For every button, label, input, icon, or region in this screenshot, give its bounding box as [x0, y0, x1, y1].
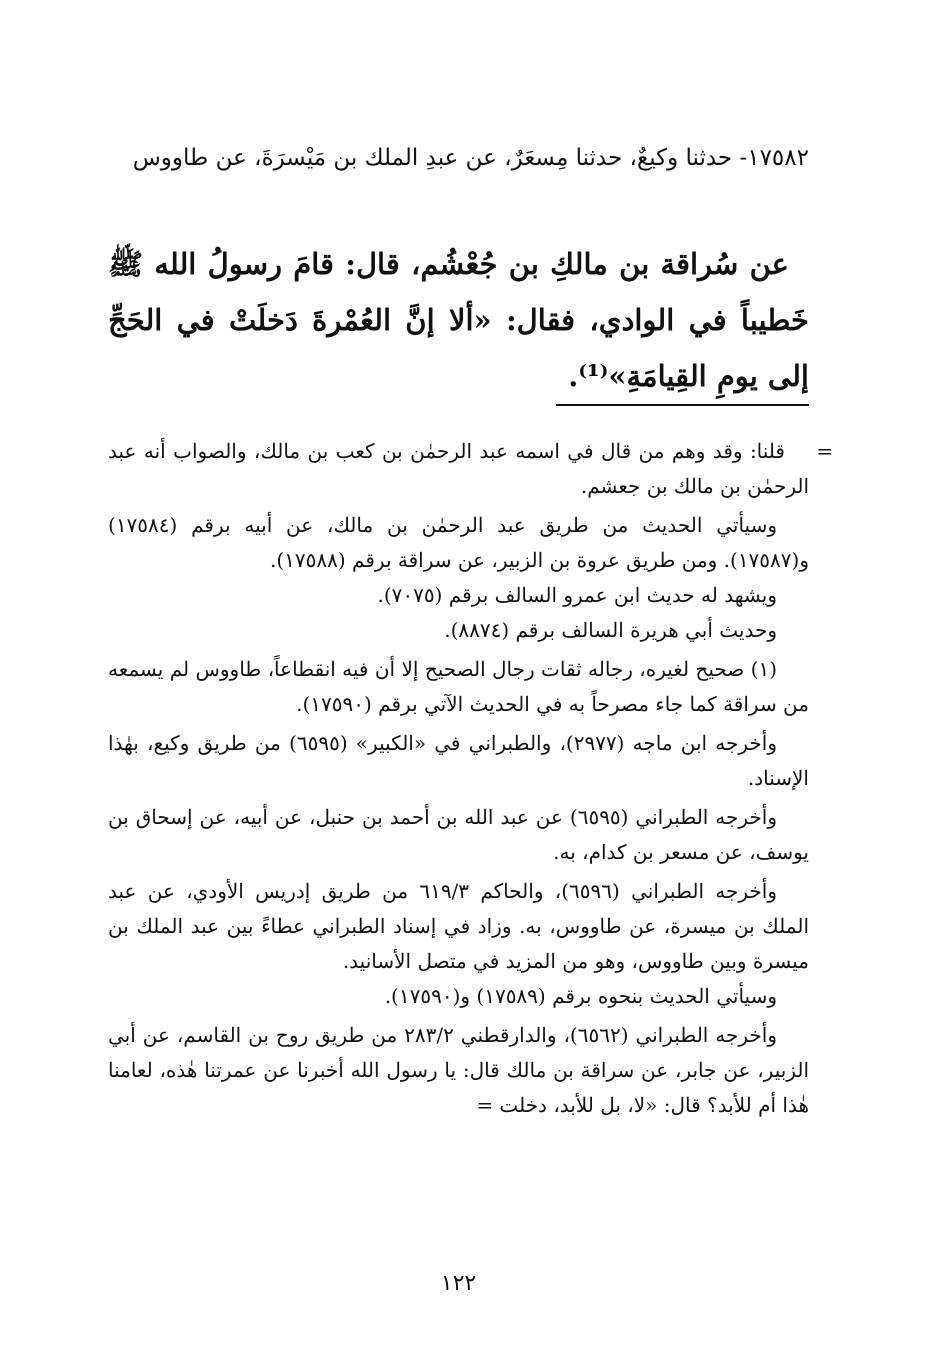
footnote-1: (١) صحيح لغيره، رجاله ثقات رجال الصحيح إلا أن فيه انقطاعاً، طاووس لم يسمعه من سراقة كما جاء مصرحاً به في الحديث الآتي برقم (١٧٥٩٠). — [108, 657, 809, 716]
hadith-header: ١٧٥٨٢- حدثنا وكيعٌ، حدثنا مِسعَرٌ، عن عبدِ الملك بن مَيْسرَةَ، عن طاووس — [132, 145, 809, 171]
note-line: وأخرجه الطبراني (٦٥٩٦)، والحاكم ٦١٩/٣ من طريق إدريس الأودي، عن عبد الملك بن ميسرة، عن طاووس، به. وزاد في إسناد الطبراني عطاءً بين عبد الملك بن ميسرة وبين طاووس، وهو من المزيد في متصل الأسانيد. — [108, 879, 809, 973]
note-line: وأخرجه ابن ماجه (٢٩٧٧)، والطبراني في «الكبير» (٦٥٩٥) من طريق وكيع، بهٰذا الإسناد. — [108, 731, 809, 790]
continuation-mark: = — [816, 439, 833, 463]
note-line: وأخرجه الطبراني (٦٥٩٥) عن عبد الله بن أحمد بن حنبل، عن أبيه، عن إسحاق بن يوسف، عن مسعر بن كدام، به. — [108, 805, 809, 864]
page-number: ١٢٢ — [440, 1271, 477, 1296]
hadith-matn — [108, 236, 809, 404]
hadith-matn-text: عن سُراقة بن مالكِ بن جُعْشُم، قال: قامَ رسولُ الله ﷺ خَطيباً في الوادي، فقال: «ألا إنَّ العُمْرةَ دَخلَتْ في الحَجِّ إلى يومِ القِيامَةِ»⁽¹⁾. — [108, 247, 809, 393]
note-line: وأخرجه الطبراني (٦٥٦٢)، والدارقطني ٢٨٣/٢ من طريق روح بن القاسم، عن أبي الزبير، عن جابر، عن سراقة بن مالك قال: يا رسول الله أخبرنا عن عمرتنا هٰذه، لعامنا هٰذا أم للأبد؟ قال: «لا، بل للأبد، دخلت = — [108, 1023, 809, 1117]
note-line: وحديث أبي هريرة السالف برقم (٨٨٧٤). — [444, 618, 777, 642]
footnote-divider — [556, 404, 809, 406]
note-line: وسيأتي الحديث بنحوه برقم (١٧٥٨٩) و(١٧٥٩٠). — [384, 984, 777, 1008]
note-line: وسيأتي الحديث من طريق عبد الرحمٰن بن مالك، عن أبيه برقم (١٧٥٨٤) و(١٧٥٨٧). ومن طريق عروة بن الزبير، عن سراقة برقم (١٧٥٨٨). — [108, 513, 809, 572]
note-line: قلنا: وقد وهم من قال في اسمه عبد الرحمٰن بن كعب بن مالك، والصواب أنه عبد الرحمٰن بن مالك بن جعشم. — [108, 439, 809, 498]
note-line: ويشهد له حديث ابن عمرو السالف برقم (٧٠٧٥). — [377, 583, 777, 607]
book-page — [108, 0, 833, 1372]
footnotes — [108, 434, 833, 1123]
